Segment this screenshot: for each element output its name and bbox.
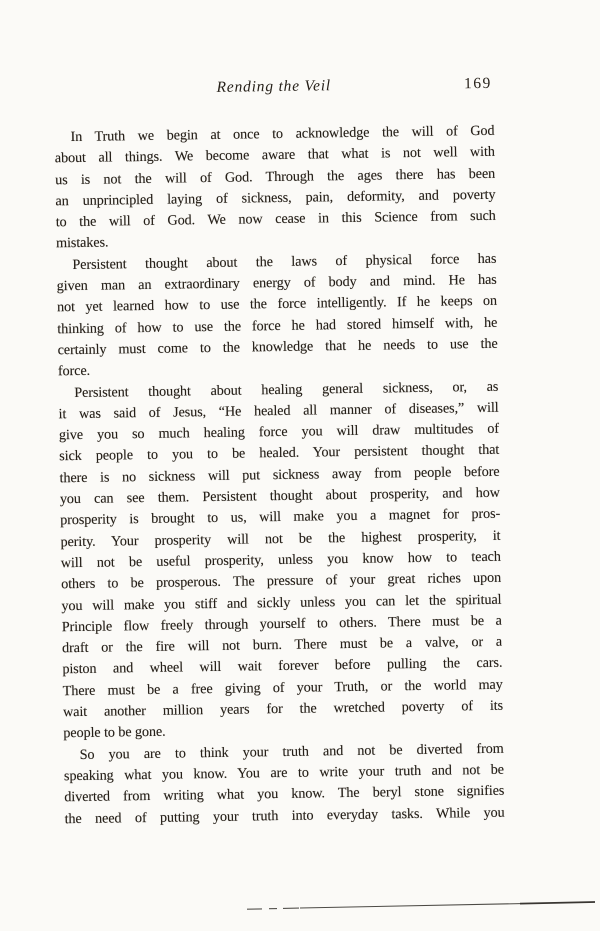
text-line: to the will of God. We now cease in this Science from such xyxy=(55,207,496,231)
text-line: force. xyxy=(57,363,91,380)
page-body xyxy=(54,121,504,830)
text-line: perity. Your prosperity will not be the highest prosperity, it xyxy=(60,527,501,550)
text-line: it was said of Jesus, “He healed all manner of diseases,” will xyxy=(58,399,499,423)
text-line: there is no sickness will put sickness away from people before xyxy=(59,463,500,487)
text-line: diverted from writing what you know. The beryl stone signifies xyxy=(64,782,505,806)
text-line: sick people to you to be healed. Your persistent thought that xyxy=(59,442,500,465)
text-line: given man an extraordinary energy of body and mind. He has xyxy=(56,271,497,295)
text-line: you can see them. Persistent thought about prosperity, and how xyxy=(59,484,500,508)
text-line: certainly must come to the knowledge that he needs to use the xyxy=(57,335,498,359)
text-line: Principle flow freely through yourself to others. There must be a xyxy=(61,612,502,636)
text-line: not yet learned how to use the force intelligently. If he keeps on xyxy=(56,293,498,316)
running-header xyxy=(54,75,494,100)
printed-content xyxy=(54,75,505,830)
text-line: piston and wheel will wait forever before pulling the cars. xyxy=(62,655,503,678)
text-line: mistakes. xyxy=(55,234,109,252)
text-line: There must be a free giving of your Truth, or the world may xyxy=(62,676,503,699)
text-line: others to be prosperous. The pressure of your great riches upon xyxy=(61,569,502,593)
text-line: people to be gone. xyxy=(63,724,166,742)
text-line: wait another million years for the wretched poverty of its xyxy=(62,697,504,721)
page-number: 169 xyxy=(463,74,492,93)
text-line: prosperity is brought to us, will make you a magnet for pros- xyxy=(60,506,501,529)
running-header-title: Rending the Veil xyxy=(216,77,332,96)
text-line: thinking of how to use the force he had stored himself with, he xyxy=(57,314,498,337)
text-line: give you so much healing force you will draw multitudes of xyxy=(58,420,500,444)
text-line: draft or the fire will not burn. There must be a valve, or a xyxy=(61,633,503,657)
text-line: you will make you stiff and sickly unless you can let the spiritual xyxy=(61,591,502,614)
text-line: Persistent thought about the laws of physical force has xyxy=(72,250,497,273)
text-line: the need of putting your truth into everyday tasks. While you xyxy=(64,804,505,827)
text-line: about all things. We become aware that what is not well with xyxy=(54,144,495,167)
text-line: an unprincipled laying of sickness, pain, deformity, and poverty xyxy=(55,186,496,210)
text-line: speaking what you know. You are to write your truth and not be xyxy=(63,761,505,785)
text-line: So you are to think your truth and not be diverted from xyxy=(79,740,504,763)
text-line: Persistent thought about healing general sickness, or, as xyxy=(74,378,499,401)
text-line: us is not the will of God. Through the ages there has been xyxy=(55,165,496,188)
text-line: In Truth we begin at once to acknowledge the will of God xyxy=(70,122,495,146)
text-line: will not be useful prosperity, unless you know how to teach xyxy=(60,548,501,572)
